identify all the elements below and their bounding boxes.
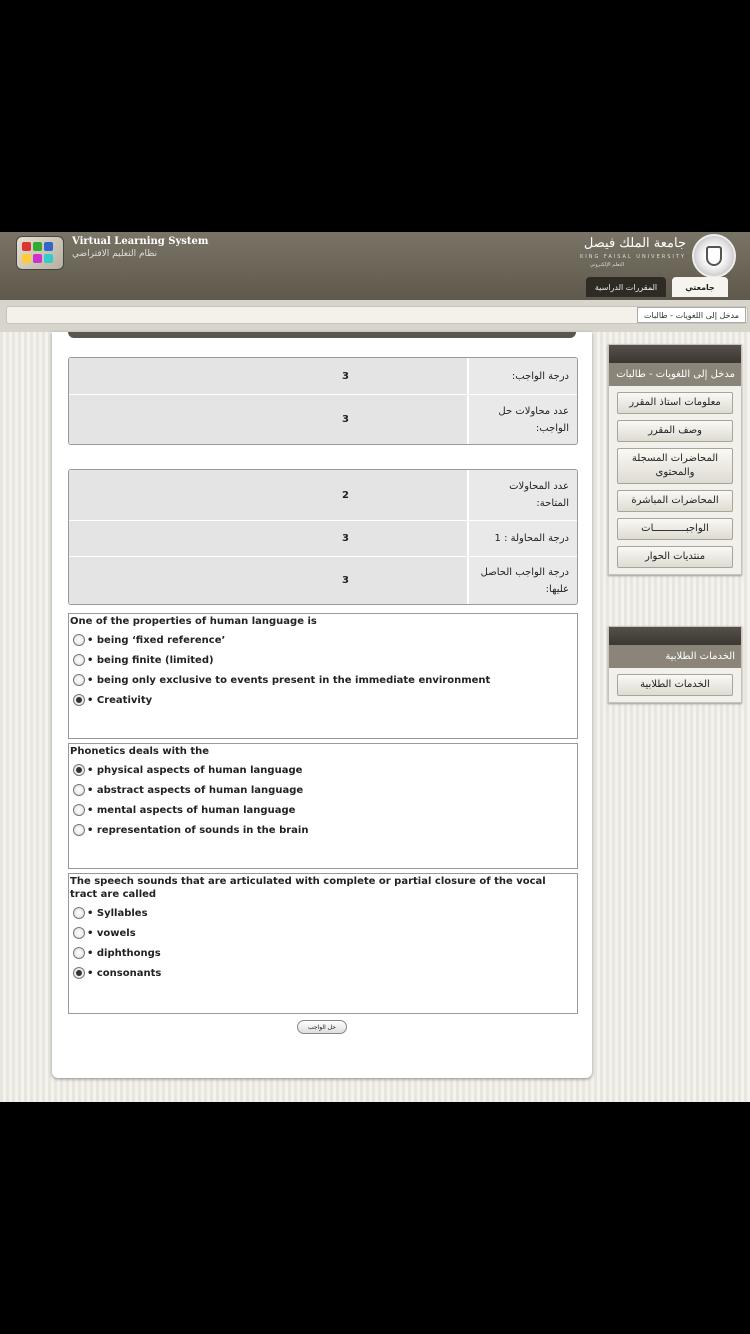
- answer-label: • consonants: [87, 967, 162, 979]
- answer-option[interactable]: [69, 943, 577, 963]
- services-menu-title: الخدمات الطلابية: [609, 645, 741, 668]
- app-window: [0, 232, 750, 1102]
- question-1: [68, 613, 578, 739]
- radio-icon[interactable]: [73, 824, 85, 836]
- sidebar-item[interactable]: الواجبـــــــــــات: [617, 518, 733, 540]
- answer-option[interactable]: [69, 820, 577, 840]
- answer-option[interactable]: [69, 923, 577, 943]
- info-value: 3: [69, 395, 467, 444]
- answer-option[interactable]: [69, 690, 577, 710]
- university-subtitle: التعلم الإلكتروني: [589, 262, 624, 268]
- question-2: [68, 743, 578, 869]
- info-row: [69, 556, 577, 604]
- answer-label: • being ‘fixed reference’: [87, 634, 226, 646]
- vls-logo-icon: [16, 236, 64, 270]
- answer-label: • Syllables: [87, 907, 148, 919]
- answer-option[interactable]: [69, 903, 577, 923]
- info-row: [69, 394, 577, 444]
- info-label: درجة الواجب:: [467, 358, 577, 394]
- answer-option[interactable]: [69, 670, 577, 690]
- services-item[interactable]: الخدمات الطلابية: [617, 674, 733, 696]
- services-menu: [608, 626, 742, 703]
- info-label: درجة الواجب الحاصل عليها:: [467, 557, 577, 604]
- university-name: جامعة الملك فيصل: [583, 236, 686, 251]
- info-value: 3: [69, 557, 467, 604]
- info-value: 3: [69, 521, 467, 556]
- sidebar-item[interactable]: وصف المقرر: [617, 420, 733, 442]
- panel-top-bar: [68, 332, 576, 338]
- answer-label: • vowels: [87, 927, 136, 939]
- radio-icon[interactable]: [73, 634, 85, 646]
- course-menu-header: [609, 345, 741, 363]
- system-title: Virtual Learning System: [72, 236, 209, 247]
- question-text: The speech sounds that are articulated with complete or partial closure of the vocal tract are called: [70, 876, 546, 900]
- answer-option[interactable]: [69, 760, 577, 780]
- breadcrumb-bar: [0, 300, 750, 332]
- question-3: [68, 873, 578, 1014]
- services-menu-header: [609, 627, 741, 645]
- answer-option[interactable]: [69, 650, 577, 670]
- answer-label: • representation of sounds in the brain: [87, 824, 309, 836]
- sidebar-item[interactable]: المحاضرات المباشرة: [617, 490, 733, 512]
- header-bar: [0, 232, 750, 300]
- info-label: عدد المحاولات المتاحة:: [467, 470, 577, 520]
- radio-selected-icon[interactable]: [73, 694, 85, 706]
- radio-selected-icon[interactable]: [73, 967, 85, 979]
- answer-label: • being finite (limited): [87, 654, 214, 666]
- assignment-info-table: [68, 357, 578, 445]
- question-text: Phonetics deals with the: [70, 746, 210, 757]
- system-subtitle: نظام التعليم الافتراضي: [72, 249, 158, 259]
- breadcrumb-link[interactable]: مدخل إلى اللغويات - طالبات: [637, 307, 746, 323]
- question-text: One of the properties of human language is: [70, 616, 317, 627]
- university-name-en: KING FAISAL UNIVERSITY: [579, 254, 686, 260]
- answer-label: • physical aspects of human language: [87, 764, 303, 776]
- info-value: 3: [69, 358, 467, 394]
- info-row: [69, 358, 577, 394]
- sidebar-item[interactable]: المحاضرات المسجلة والمحتوى: [617, 448, 733, 484]
- submit-button[interactable]: حل الواجب: [297, 1020, 347, 1034]
- radio-icon[interactable]: [73, 654, 85, 666]
- answer-label: • diphthongs: [87, 947, 161, 959]
- sidebar-item[interactable]: معلومات استاذ المقرر: [617, 392, 733, 414]
- radio-icon[interactable]: [73, 804, 85, 816]
- tab-courses[interactable]: المقررات الدراسية: [586, 277, 666, 297]
- sidebar-item[interactable]: منتديات الحوار: [617, 546, 733, 568]
- radio-icon[interactable]: [73, 947, 85, 959]
- info-value: 2: [69, 470, 467, 520]
- tab-my-university[interactable]: جامعتي: [672, 277, 728, 297]
- info-row: [69, 520, 577, 556]
- answer-option[interactable]: [69, 780, 577, 800]
- radio-icon[interactable]: [73, 784, 85, 796]
- info-label: درجة المحاولة : 1: [467, 521, 577, 556]
- answer-label: • mental aspects of human language: [87, 804, 296, 816]
- info-row: [69, 470, 577, 520]
- radio-icon[interactable]: [73, 907, 85, 919]
- answer-option[interactable]: [69, 963, 577, 983]
- radio-selected-icon[interactable]: [73, 764, 85, 776]
- attempt-info-table: [68, 469, 578, 605]
- answer-option[interactable]: [69, 800, 577, 820]
- answer-label: • being only exclusive to events present in the immediate environment: [87, 674, 491, 686]
- main-panel: [52, 332, 592, 1078]
- answer-label: • abstract aspects of human language: [87, 784, 304, 796]
- course-menu-title: مدخل إلى اللغويات - طالبات: [609, 363, 741, 386]
- answer-option[interactable]: [69, 630, 577, 650]
- course-menu: [608, 344, 742, 575]
- info-label: عدد محاولات حل الواجب:: [467, 395, 577, 444]
- radio-icon[interactable]: [73, 927, 85, 939]
- university-seal-icon: [692, 234, 736, 278]
- answer-label: • Creativity: [87, 694, 153, 706]
- radio-icon[interactable]: [73, 674, 85, 686]
